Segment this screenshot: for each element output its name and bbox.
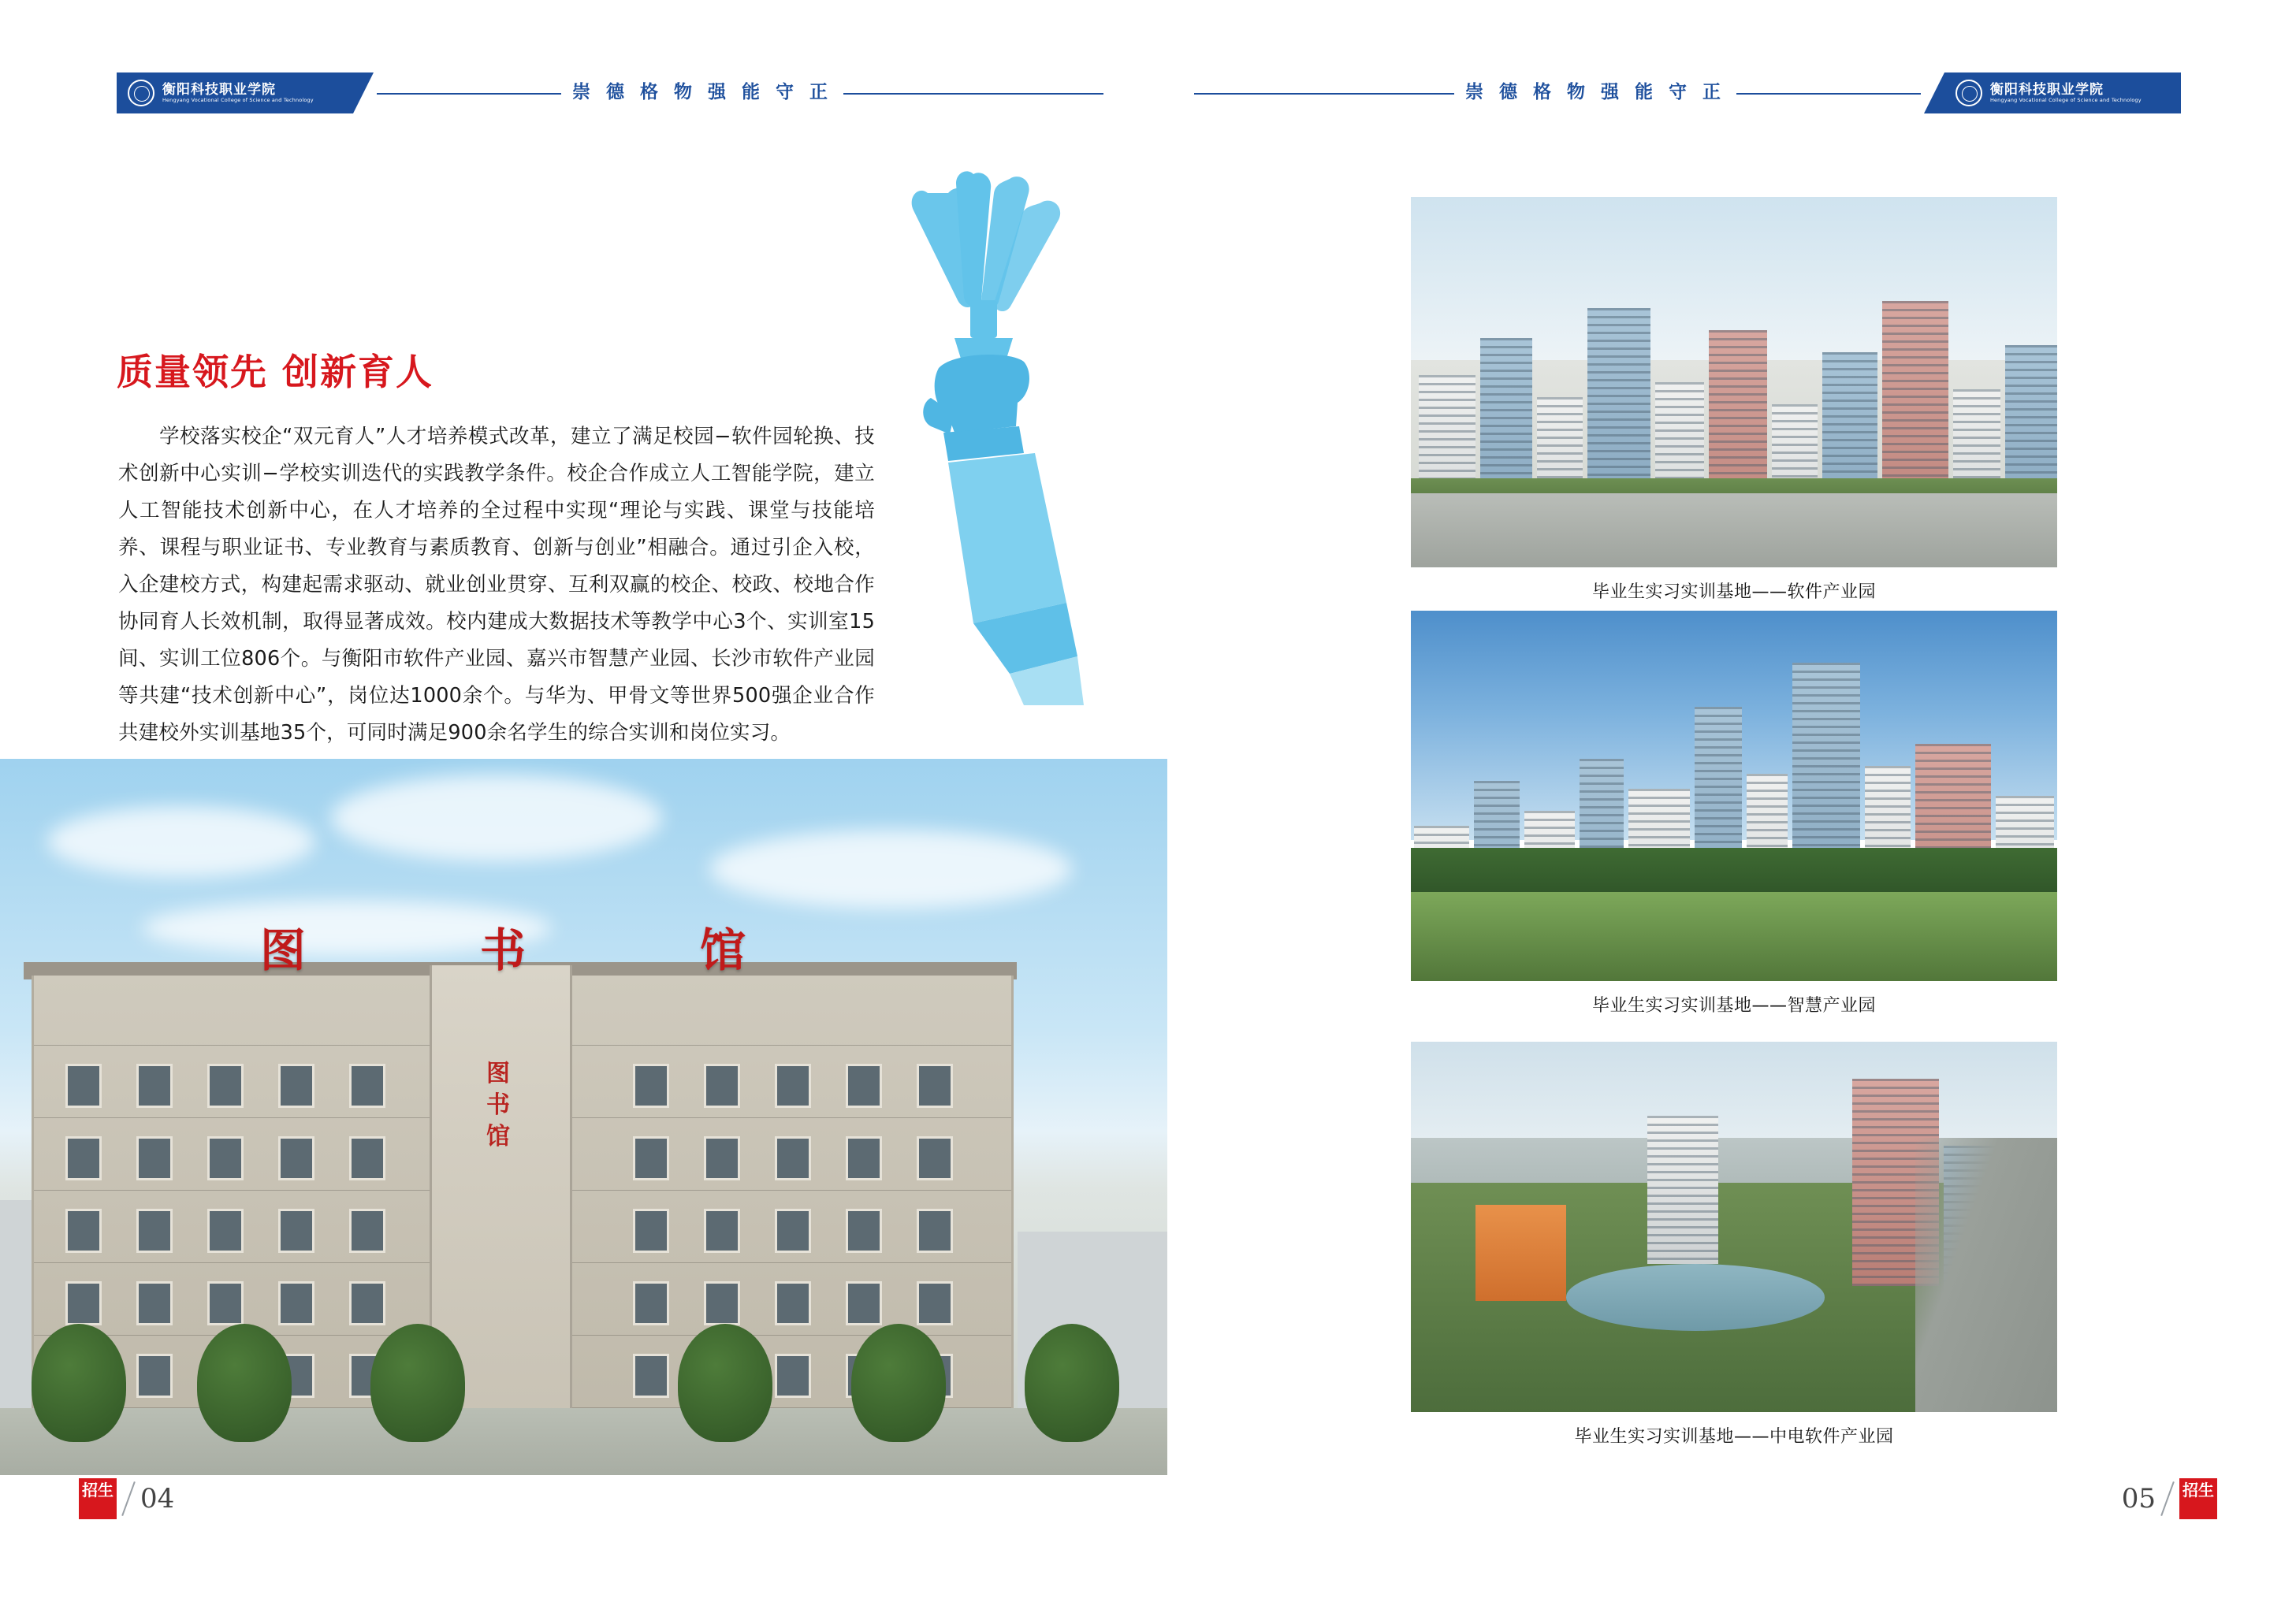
library-vertical-sign: 图书馆: [486, 1060, 510, 1150]
school-seal-icon: [1956, 80, 1982, 106]
photo-block-software-park: [1411, 197, 2057, 603]
school-name-en: Hengyang Vocational College of Science and Technology: [162, 96, 314, 103]
library-sign-char: 馆: [699, 924, 749, 977]
school-name-left: [162, 83, 326, 103]
tree: [32, 1324, 126, 1442]
admissions-stamp-icon: 招生: [2179, 1478, 2217, 1519]
photo-block-smart-park: [1411, 611, 2057, 1016]
header-right: [1194, 72, 2181, 113]
photo-cetc-software-park: [1411, 1042, 2057, 1412]
page-number-left: 04: [140, 1483, 175, 1515]
motto-left: 崇 德 格 物 强 能 守 正: [561, 77, 843, 103]
photo-caption: 毕业生实习实训基地——软件产业园: [1591, 582, 1876, 602]
cloud: [709, 830, 1072, 909]
library-sign-char: 书: [479, 924, 529, 977]
header-left: [117, 72, 1103, 113]
school-seal-icon: [128, 80, 154, 106]
trophy-icon: [855, 162, 1107, 705]
footer-right: [1886, 1475, 2217, 1570]
library-sign: [260, 913, 749, 979]
footer-left: [79, 1475, 410, 1570]
trophy-in-hand-illustration: [855, 162, 1107, 705]
cloud: [47, 806, 315, 877]
school-logo-plate-right: [1944, 72, 2181, 113]
tree: [678, 1324, 772, 1442]
tree: [370, 1324, 465, 1442]
page-title: 质量领先 创新育人: [117, 350, 434, 393]
footer-divider: [121, 1481, 136, 1516]
school-logo-plate-left: [117, 72, 353, 113]
photo-smart-industrial-park: [1411, 611, 2057, 981]
school-name-cn: 衡阳科技职业学院: [1990, 81, 2104, 98]
photo-caption: 毕业生实习实训基地——智慧产业园: [1591, 996, 1876, 1016]
photo-block-cetc-park: [1411, 1042, 2057, 1448]
school-name-right: [1990, 83, 2154, 103]
school-name-cn: 衡阳科技职业学院: [162, 81, 276, 98]
library-sign-char: 图: [260, 924, 310, 977]
tree: [197, 1324, 292, 1442]
footer-divider: [2160, 1481, 2175, 1516]
library-photo: [0, 759, 1167, 1475]
tree: [1025, 1324, 1119, 1442]
body-paragraph: 学校落实校企“双元育人”人才培养模式改革，建立了满足校园−软件园轮换、技术创新中心实训−学校实训迭代的实践教学条件。校企合作成立人工智能学院，建立人工智能技术创新中心，在人才培养的全过程中实现“理论与实践、课堂与技能培养、课程与职业证书、专业教育与素质教育、创新与创业”相融合。通过引企入校，入企建校方式，构建起需求驱动、就业创业贯穿、互利双赢的校企、校政、校地合作协同育人长效机制，取得显著成效。校内建成大数据技术等教学中心3个、实训室15间、实训工位806个。与衡阳市软件产业园、嘉兴市智慧产业园、长沙市软件产业园等共建“技术创新中心”，岗位达1000余个。与华为、甲骨文等世界500强企业合作共建校外实训基地35个，可同时满足900余名学生的综合实训和岗位实习。: [118, 424, 875, 745]
photo-caption: 毕业生实习实训基地——中电软件产业园: [1574, 1427, 1894, 1447]
motto-right: 崇 德 格 物 强 能 守 正: [1454, 77, 1736, 103]
admissions-stamp-icon: 招生: [79, 1478, 117, 1519]
photo-software-industrial-park: [1411, 197, 2057, 567]
foreground-ground: [0, 1408, 1167, 1475]
school-name-en: Hengyang Vocational College of Science and Technology: [1990, 96, 2142, 103]
page-number-right: 05: [2121, 1483, 2156, 1515]
cloud: [331, 775, 662, 861]
tree: [851, 1324, 946, 1442]
